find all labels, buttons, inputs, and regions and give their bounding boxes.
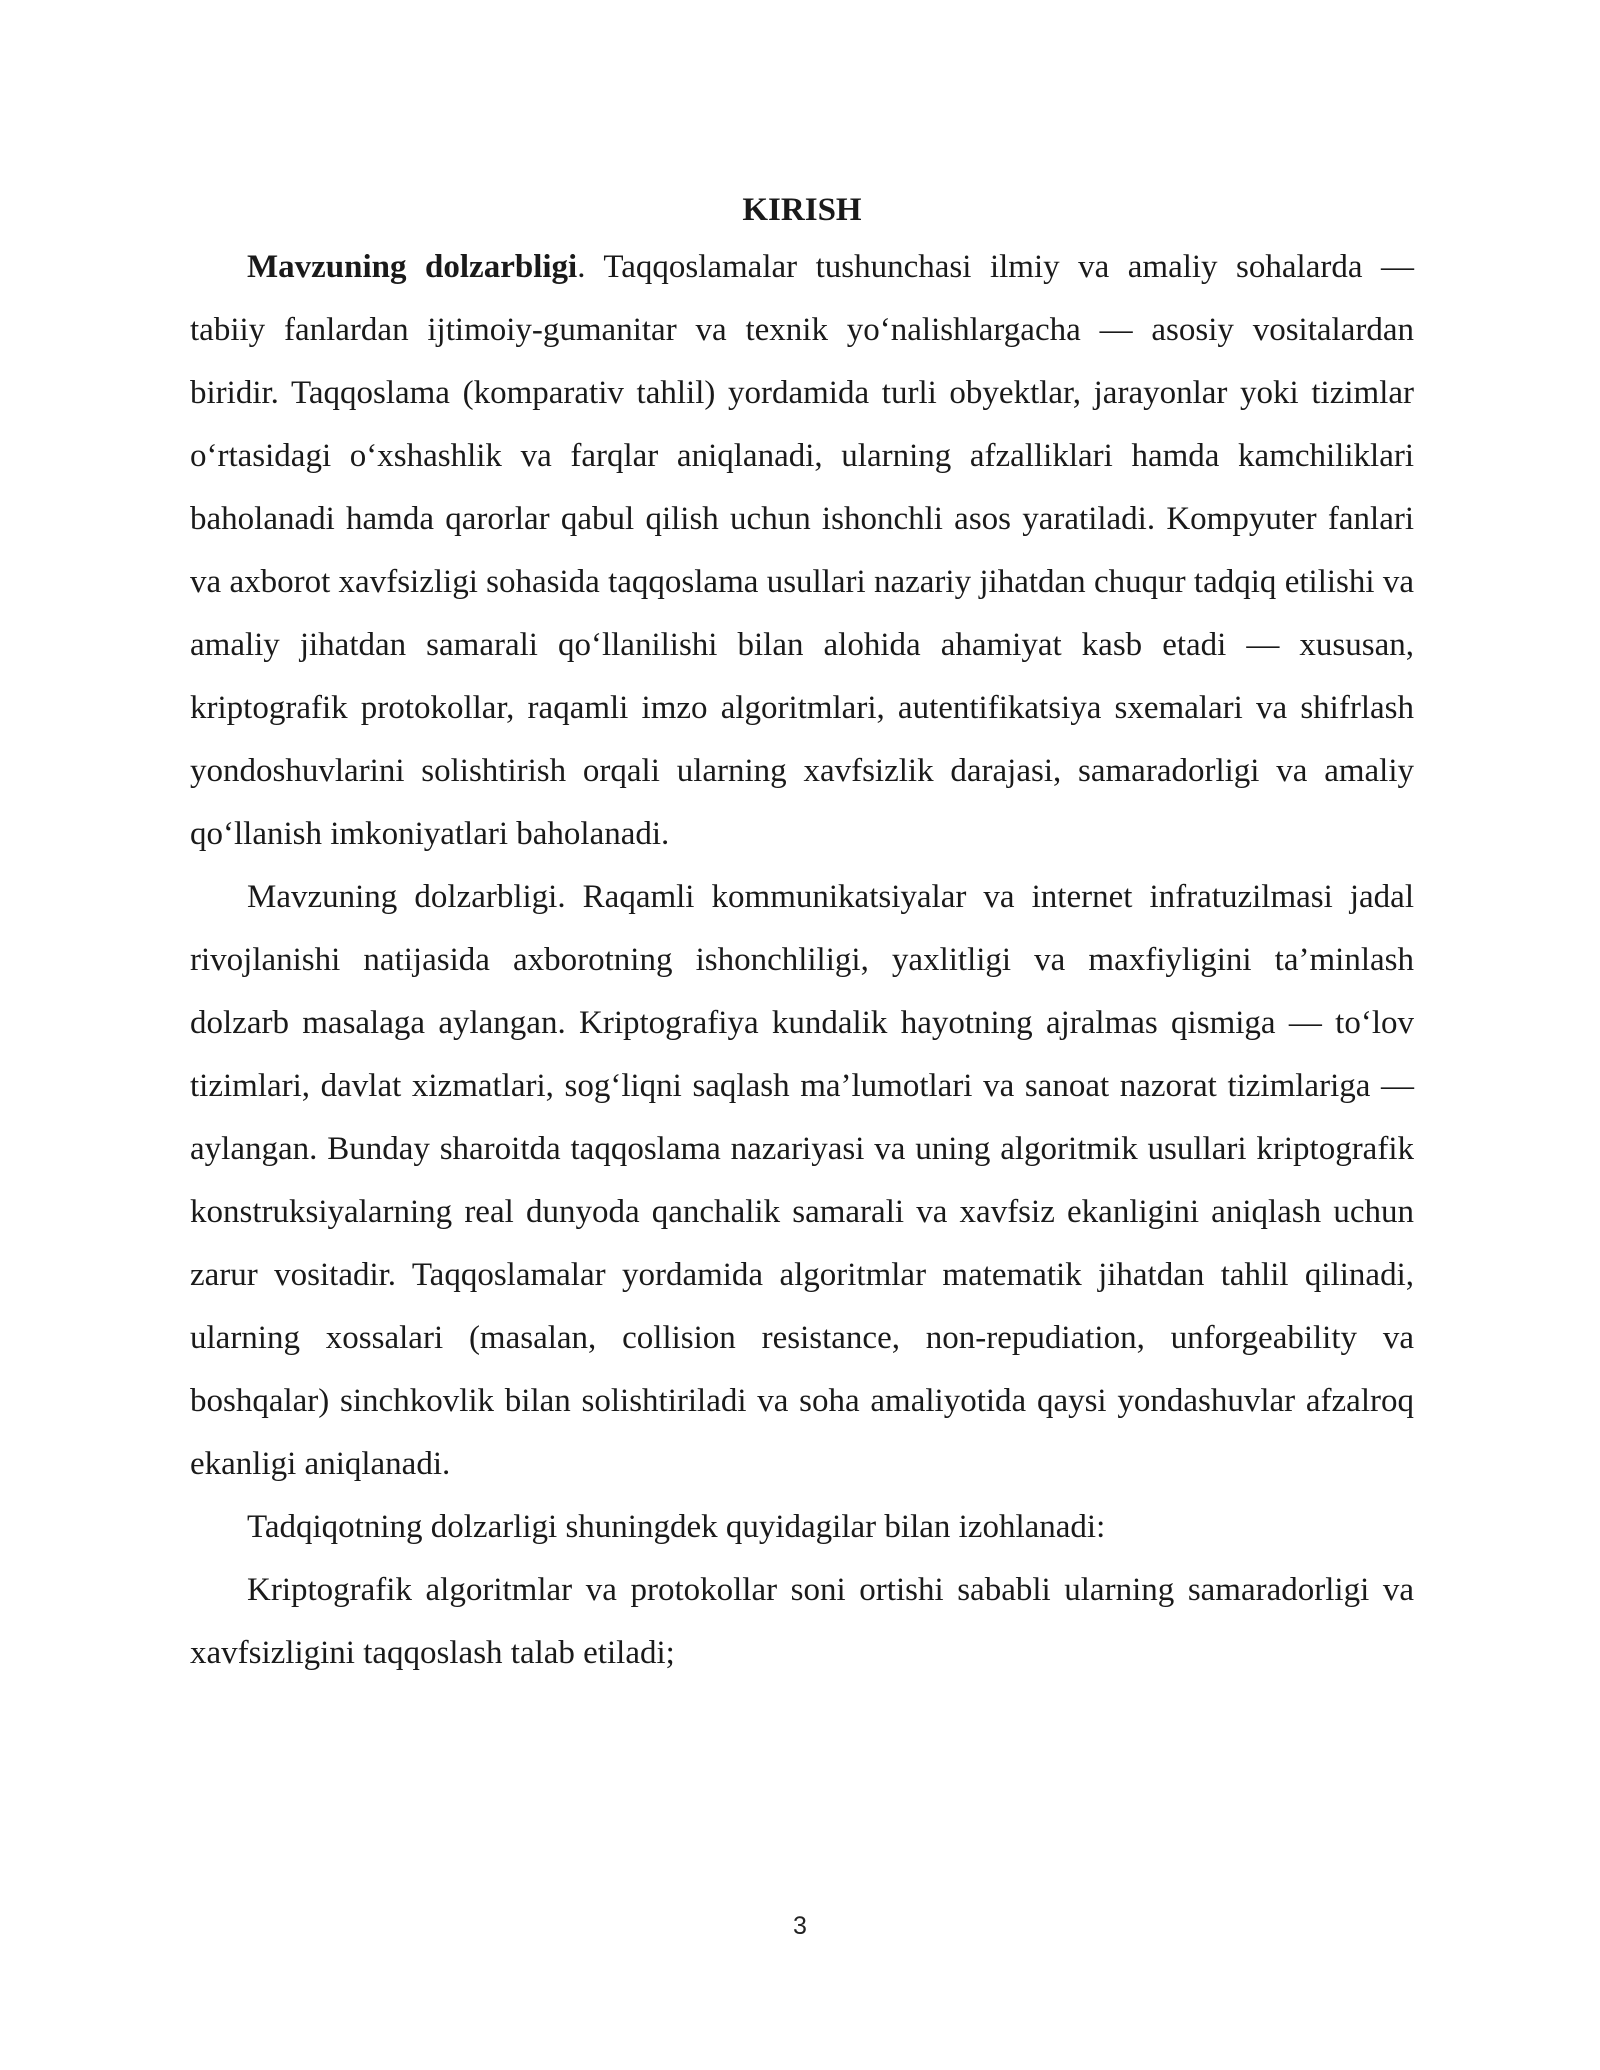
paragraph-3: Tadqiqotning dolzarligi shuningdek quyidagilar bilan izohlanadi: bbox=[247, 1509, 1106, 1545]
paragraph-1-lead: Mavzuning dolzarbligi bbox=[247, 249, 578, 285]
paragraph-1-text: . Taqqoslamalar tushunchasi ilmiy va amaliy sohalarda — tabiiy fanlardan ijtimoiy-gumanitar va texnik yoʻnalishlargacha — asosiy vositalardan biridir. Taqqoslama (komparativ tahlil) yordamida turli obyektlar, jarayonlar yoki tizimlar oʻrtasidagi oʻxshashlik va farqlar aniqlanadi, ularning afzalliklari hamda kamchiliklari baholanadi hamda qarorlar qabul qilish uchun ishonchli asos yaratiladi. Kompyuter fanlari va axborot xavfsizligi sohasida taqqoslama usullari nazariy jihatdan chuqur tadqiq etilishi va amaliy jihatdan samarali qoʻllanilishi bilan alohida ahamiyat kasb etadi — xususan, kriptografik protokollar, raqamli imzo algoritmlari, autentifikatsiya sxemalari va shifrlash yondoshuvlarini solishtirish orqali ularning xavfsizlik darajasi, samaradorligi va amaliy qoʻllanish imkoniyatlari baholanadi. bbox=[190, 249, 1414, 852]
section-heading: KIRISH bbox=[742, 192, 862, 228]
page-body bbox=[190, 184, 1414, 1685]
paragraph-1 bbox=[190, 236, 1414, 866]
paragraph-4: Kriptografik algoritmlar va protokollar soni ortishi sababli ularning samaradorligi va xavfsizligini taqqoslash talab etiladi; bbox=[190, 1572, 1414, 1671]
page-number: 3 bbox=[793, 1912, 807, 1940]
paragraph-2: Mavzuning dolzarbligi. Raqamli kommunikatsiyalar va internet infratuzilmasi jadal rivojlanishi natijasida axborotning ishonchliligi, yaxlitligi va maxfiyligini ta’minlash dolzarb masalaga aylangan. Kriptografiya kundalik hayotning ajralmas qismiga — toʻlov tizimlari, davlat xizmatlari, sogʻliqni saqlash ma’lumotlari va sanoat nazorat tizimlariga — aylangan. Bunday sharoitda taqqoslama nazariyasi va uning algoritmik usullari kriptografik konstruksiyalarning real dunyoda qanchalik samarali va xavfsiz ekanligini aniqlash uchun zarur vositadir. Taqqoslamalar yordamida algoritmlar matematik jihatdan tahlil qilinadi, ularning xossalari (masalan, collision resistance, non-repudiation, unforgeability va boshqalar) sinchkovlik bilan solishtiriladi va soha amaliyotida qaysi yondashuvlar afzalroq ekanligi aniqlanadi. bbox=[190, 879, 1414, 1482]
